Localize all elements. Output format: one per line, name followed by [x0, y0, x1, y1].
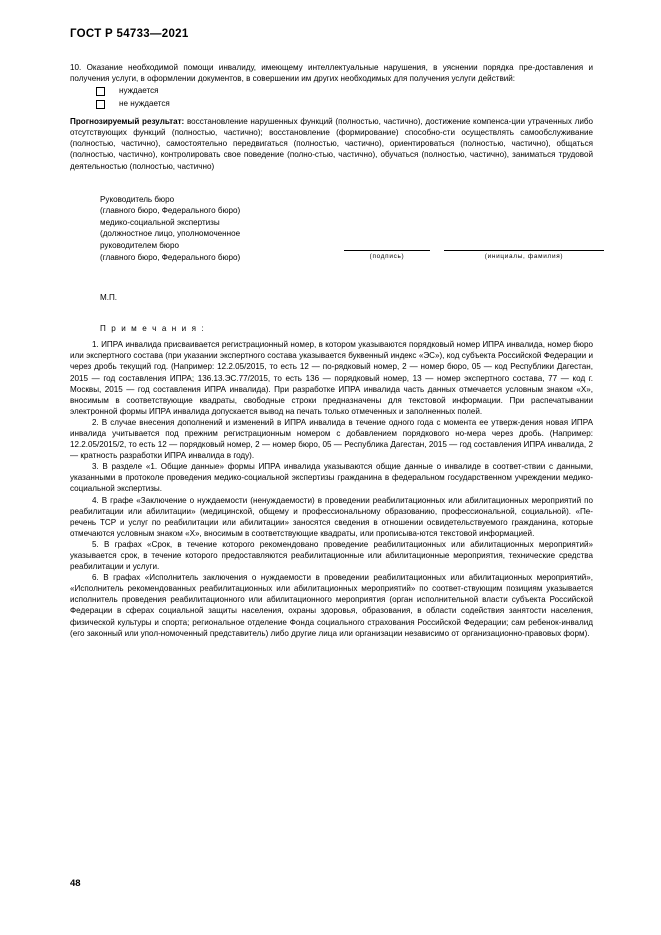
stamp-label: М.П.	[100, 293, 118, 303]
note-item: 5. В графах «Срок, в течение которого рекомендовано проведение реабилитационных или абилитационных мероприятий» указывается срок, в течение которого предоставляются реабилитационные или абилитационные мероприятия, технические средства реабилитации и услуги.	[70, 539, 593, 572]
note-item: 4. В графе «Заключение о нуждаемости (ненуждаемости) в проведении реабилитационных или абилитационных мероприятий по реабилитации или абилитации» (медицинской, общему и профессиональному образованию, профессиональной, социальной). «Пе-речень ТСР и услуг по реабилитации или абилитации» заносятся сведения в отношении освидетельствуемого гражданина, которые отмечаются условным знаком «Х», вносимым в соответствующие квадраты, или прописыва-ются текстовой информацией.	[70, 495, 593, 538]
checkbox-option-label: не нуждается	[119, 99, 170, 109]
signature-line: медико-социальной экспертизы	[100, 217, 220, 227]
signature-block	[70, 194, 593, 264]
signature-line: (должностное лицо, уполномоченное	[100, 229, 241, 239]
signature-line: руководителем бюро	[100, 241, 179, 251]
signature-line: (главного бюро, Федерального бюро)	[100, 206, 241, 216]
page-number: 48	[70, 878, 81, 889]
note-item: 3. В разделе «1. Общие данные» формы ИПРА инвалида указываются общие данные о инвалиде в соответ-ствии с данными, указанными в протоколе проведения медико-социальной экспертизы гражданина в федеральном государственном учреждении медико-социальной экспертизы.	[70, 462, 593, 494]
forecast-text: восстановление нарушенных функций (полностью, частично), достижение компенса-ции утраченных либо отсутствующих функций (полностью, частично); восстановление (формирование) способно-сти осуществлять самообслуживание (полностью, частично), самостоятельно передвигаться (полностью, частично), ориентироваться (полностью, частично), общаться (полностью, частично), контролировать свое поведение (полно-стью, частично), обучаться (полностью, частично), заниматься трудовой деятельностью (полностью, частично)	[70, 117, 593, 171]
signature-caption-sign: (подпись)	[369, 252, 405, 260]
note-item: 2. В случае внесения дополнений и изменений в ИПРА инвалида в течение одного года с момента ее утверж-дения новая ИПРА инвалида учитывается под прежним регистрационным номером с добавлением порядкового но-мера через дробь. (Например: 12.2.05/2015/2, то есть 12 — порядковый номер, 2 — номер бюро, 05 — Республика Дагестан, 2015 — год составления ИПРА инвалида, 2 — кратность разработки ИПРА инвалида в году).	[70, 417, 593, 461]
notes-title: П р и м е ч а н и я :	[100, 324, 206, 334]
signature-rule-row	[344, 241, 624, 251]
checkbox-icon[interactable]	[96, 100, 105, 109]
forecast-paragraph	[70, 116, 593, 171]
note-item: 1. ИПРА инвалида присваивается регистрационный номер, в котором указываются порядковый номер ИПРА инвалида, номер бюро или экспертного состава (при указании экспертного состава указывается буквенный индекс «ЭС»), код субъекта Российской Федерации и через дробь текущий год. (Например: 12.2.05/2015, то есть 12 — по-рядковый номер, 2 — номер бюро, 05 — код Республики Дагестан, 2015 — год составления ИПРА; 136.13.ЭС.77/2015, то есть 136 — порядковый номер, 13 — номер экспертного состава, 77 — код г. Москвы, 2015 — год составления ИПРА инвалида). При разработке ИПРА инвалида часть данных отмечается условным знаком «Х», вносимым в соответствующие квадраты, свободные строки предназначены для текстовой информации. При распечатывании электронной формы ИПРА инвалида допускается вывод на печать только отмеченных и заполненных полей.	[70, 340, 593, 416]
note-item: 6. В графах «Исполнитель заключения о нуждаемости в проведении реабилитационных или абилитационных мероприятий», «Исполнитель рекомендованных реабилитационных или абилитационных мероприятий» по соответ-ствующим позициям указывается исполнитель проведения реабилитационного или абилитационного мероприятия (орган исполнительной власти субъекта Российской Федерации в сферах социальной защиты населения, охраны здоровья, образования, в области содействия занятости населения, физической культуры и спорта; региональное отделение Фонда социального страхования Российской Федерации; сам ребенок-инвалид (его законный или упол-номоченный представитель) либо другие лица или организации независимо от организационно-правовых форм).	[70, 573, 593, 638]
item-10-paragraph: 10. Оказание необходимой помощи инвалиду, имеющему интеллектуальные нарушения, в уяснении порядка пре-доставления и получения услуги, в оформлении документов, в совершении им других необходимых для получения услуги действий:	[70, 63, 593, 84]
standard-header: ГОСТ Р 54733—2021	[70, 28, 189, 40]
signature-caption-name: (инициалы, фамилия)	[484, 252, 564, 260]
signature-captions	[344, 251, 624, 263]
signature-line: Руководитель бюро	[100, 194, 175, 204]
forecast-label: Прогнозируемый результат:	[70, 117, 185, 127]
document-body	[70, 62, 593, 639]
checkbox-option-needs[interactable]	[70, 85, 593, 97]
signature-fields	[344, 241, 624, 263]
signature-line: (главного бюро, Федерального бюро)	[100, 252, 241, 262]
signature-rule-sign[interactable]	[344, 241, 430, 251]
checkbox-option-not-needs[interactable]	[70, 98, 593, 110]
signature-rows	[100, 194, 593, 264]
signature-rule-name[interactable]	[444, 241, 604, 251]
checkbox-option-label: нуждается	[119, 86, 159, 96]
checkbox-icon[interactable]	[96, 87, 105, 96]
notes-list	[70, 339, 593, 639]
